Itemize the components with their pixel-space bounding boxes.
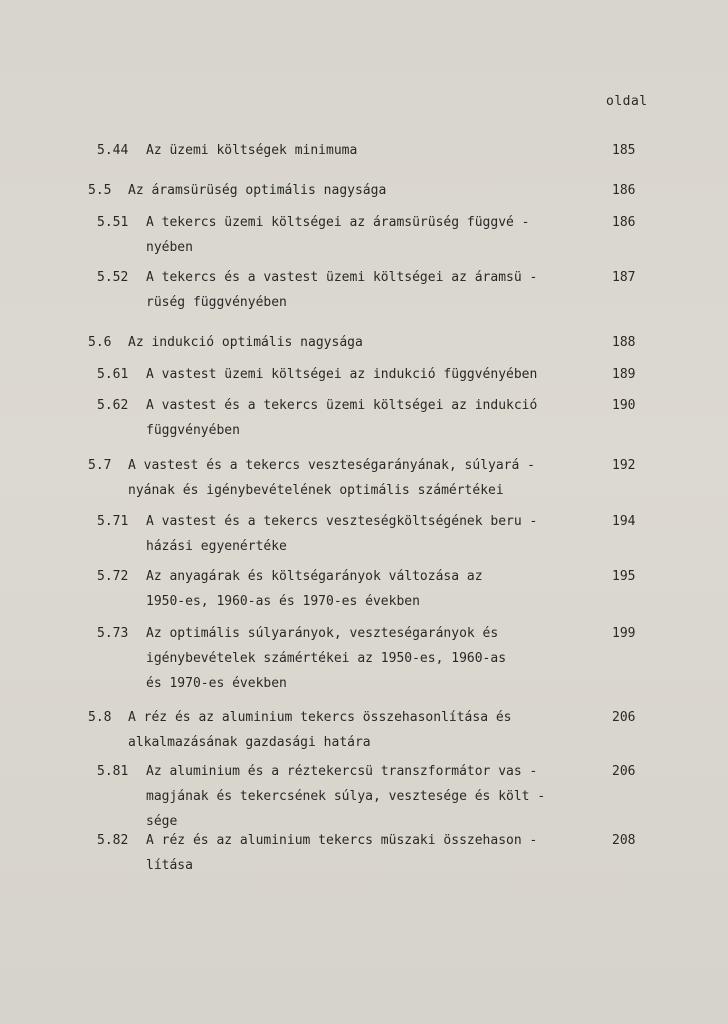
section-title-line: Az optimális súlyarányok, veszteségarányok és [146, 626, 499, 641]
section-title-line: Az üzemi költségek minimuma [146, 143, 358, 158]
section-title-line: házási egyenértéke [146, 539, 287, 554]
section-number: 5.44 [97, 143, 129, 158]
section-number: 5.62 [97, 398, 129, 413]
section-title-line: nyának és igénybevételének optimális számértékei [128, 483, 504, 498]
section-title-line: A réz és az aluminium tekercs müszaki összehason - [146, 833, 538, 848]
section-title-line: Az indukció optimális nagysága [128, 335, 363, 350]
section-title [146, 210, 566, 260]
page-number: 192 [612, 458, 636, 473]
section-title-line: Az áramsürüség optimális nagysága [128, 183, 387, 198]
page-number: 195 [612, 569, 636, 584]
section-title-line: Az aluminium és a réztekercsü transzformátor vas - [146, 764, 538, 779]
section-title-line: sége [146, 814, 178, 829]
page-number: 206 [612, 764, 636, 779]
page-number: 206 [612, 710, 636, 725]
section-title-line: A vastest üzemi költségei az indukció függvényében [146, 367, 538, 382]
section-number: 5.7 [88, 458, 112, 473]
section-title-line: és 1970-es években [146, 676, 287, 691]
section-number: 5.6 [88, 335, 112, 350]
section-title-line: 1950-es, 1960-as és 1970-es években [146, 594, 420, 609]
page-number: 188 [612, 335, 636, 350]
section-title [146, 138, 566, 163]
page-number: 208 [612, 833, 636, 848]
section-title-line: rüség függvényében [146, 295, 287, 310]
section-title [128, 453, 568, 503]
page-number: 194 [612, 514, 636, 529]
page-number: 186 [612, 183, 636, 198]
section-title-line: függvényében [146, 423, 240, 438]
section-title [128, 705, 568, 755]
section-title-line: Az anyagárak és költségarányok változása az [146, 569, 483, 584]
section-title-line: A tekercs és a vastest üzemi költségei az áramsü - [146, 270, 538, 285]
section-title [146, 621, 566, 696]
section-title-line: nyében [146, 240, 193, 255]
section-title-line: lítása [146, 858, 193, 873]
section-number: 5.5 [88, 183, 112, 198]
section-number: 5.71 [97, 514, 129, 529]
section-title [146, 265, 566, 315]
section-number: 5.73 [97, 626, 129, 641]
page-number: 186 [612, 215, 636, 230]
section-title-line: igénybevételek számértékei az 1950-es, 1960-as [146, 651, 507, 666]
section-title [146, 362, 566, 387]
section-title [146, 393, 566, 443]
section-title [128, 178, 568, 203]
section-title-line: A vastest és a tekercs üzemi költségei az indukció [146, 398, 538, 413]
section-title-line: A réz és az aluminium tekercs összehasonlítása és [128, 710, 512, 725]
section-title-line: magjának és tekercsének súlya, vesztesége és költ - [146, 789, 546, 804]
section-number: 5.81 [97, 764, 129, 779]
section-title [146, 759, 566, 834]
page-number: 199 [612, 626, 636, 641]
section-number: 5.61 [97, 367, 129, 382]
section-title [128, 330, 568, 355]
page-column-header: oldal [606, 94, 648, 109]
section-number: 5.82 [97, 833, 129, 848]
section-title-line: A vastest és a tekercs veszteségköltségének beru - [146, 514, 538, 529]
section-number: 5.51 [97, 215, 129, 230]
page-number: 190 [612, 398, 636, 413]
section-title [146, 564, 566, 614]
section-number: 5.8 [88, 710, 112, 725]
section-title [146, 828, 566, 878]
page-number: 185 [612, 143, 636, 158]
section-title [146, 509, 566, 559]
section-number: 5.52 [97, 270, 129, 285]
section-title-line: alkalmazásának gazdasági határa [128, 735, 371, 750]
page-number: 189 [612, 367, 636, 382]
section-number: 5.72 [97, 569, 129, 584]
section-title-line: A tekercs üzemi költségei az áramsürüség függvé - [146, 215, 530, 230]
section-title-line: A vastest és a tekercs veszteségarányának, súlyará - [128, 458, 535, 473]
page-number: 187 [612, 270, 636, 285]
